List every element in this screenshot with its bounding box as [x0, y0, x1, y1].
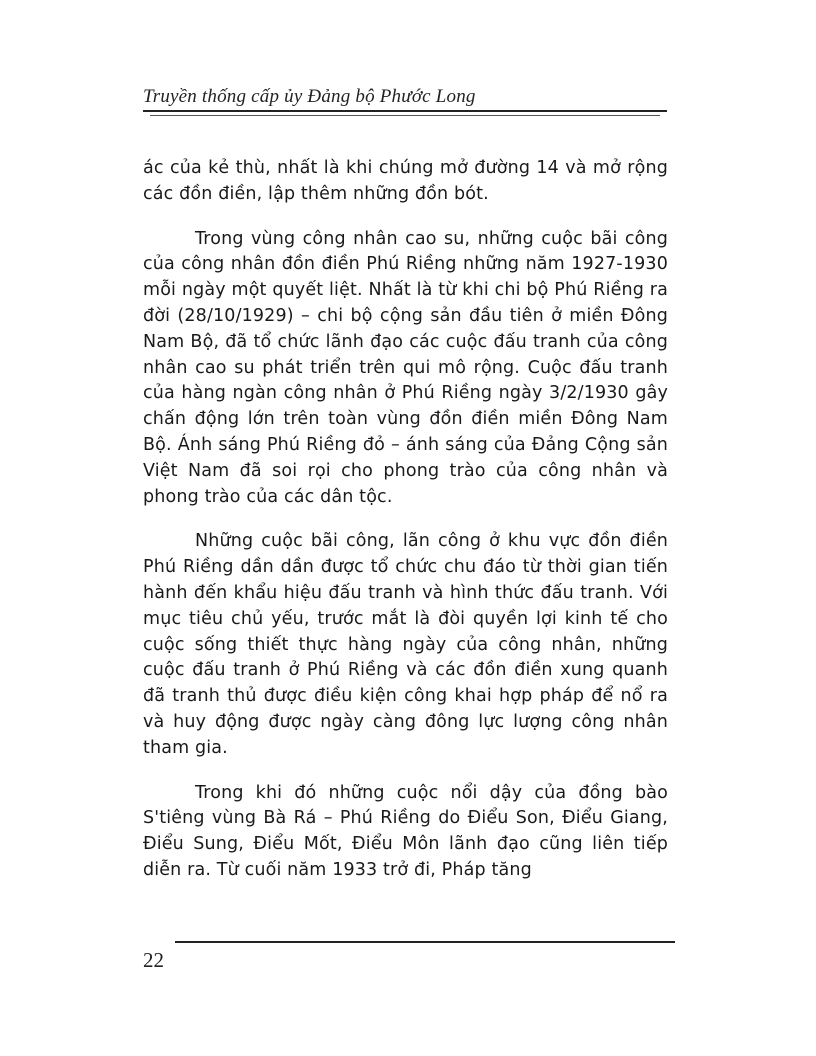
paragraph: Trong vùng công nhân cao su, những cuộc bãi công của công nhân đồn điền Phú Riềng những năm 1927-1930 mỗi ngày một quyết liệt. Nhất là từ khi chi bộ Phú Riềng ra đời (28/10/1929) – chi bộ cộng sản đầu tiên ở miền Đông Nam Bộ, đã tổ chức lãnh đạo các cuộc đấu tranh của công nhân cao su phát triển trên qui mô rộng. Cuộc đấu tranh của hàng ngàn công nhân ở Phú Riềng ngày 3/2/1930 gây chấn động lớn trên toàn vùng đồn điền miền Đông Nam Bộ. Ánh sáng Phú Riềng đỏ – ánh sáng của Đảng Cộng sản Việt Nam đã soi rọi cho phong trào của công nhân và phong trào của các dân tộc.: [143, 228, 668, 507]
paragraph: Trong khi đó những cuộc nổi dậy của đồng bào S'tiêng vùng Bà Rá – Phú Riềng do Điểu Son, Điểu Giang, Điểu Sung, Điểu Mốt, Điểu Môn lãnh đạo cũng liên tiếp diễn ra. Từ cuối năm 1933 trở đi, Pháp tăng: [143, 782, 668, 880]
running-header-title: Truyền thống cấp ủy Đảng bộ Phước Long: [143, 86, 476, 107]
header-rule: [143, 110, 667, 112]
paragraph-continuation: ác của kẻ thù, nhất là khi chúng mở đường 14 và mở rộng các đồn điền, lập thêm những đồn bót.: [143, 158, 668, 204]
page-number: 22: [143, 948, 164, 972]
body-text: [143, 156, 668, 903]
footer-rule: [175, 941, 675, 943]
paragraph: Những cuộc bãi công, lãn công ở khu vực đồn điền Phú Riềng dần dần được tổ chức chu đáo từ thời gian tiến hành đến khẩu hiệu đấu tranh và hình thức đấu tranh. Với mục tiêu chủ yếu, trước mắt là đòi quyền lợi kinh tế cho cuộc sống thiết thực hàng ngày của công nhân, những cuộc đấu tranh ở Phú Riềng và các đồn điền xung quanh đã tranh thủ được điều kiện công khai hợp pháp để nổ ra và huy động được ngày càng đông lực lượng công nhân tham gia.: [143, 531, 668, 758]
header-rule-thin: [150, 115, 660, 116]
